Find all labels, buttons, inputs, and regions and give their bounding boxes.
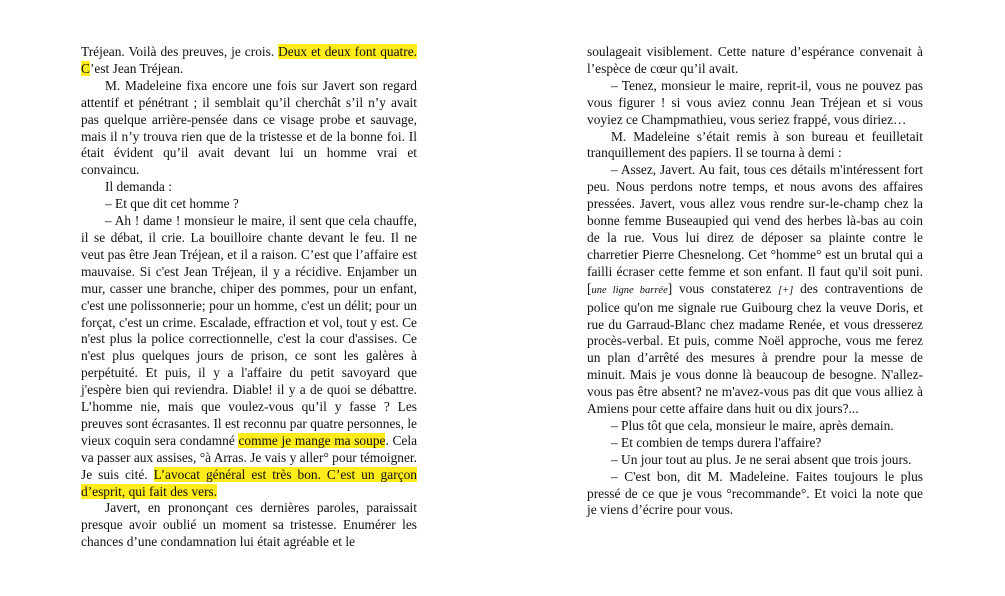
paragraph	[81, 196, 417, 213]
text-segment: Il demanda :	[105, 179, 172, 195]
paragraph	[587, 469, 923, 520]
text-segment: ] vous constaterez	[667, 280, 779, 296]
text-segment: soulageait visiblement. Cette nature d’espérance convenait à l’espèce de cœur qu’il avait.	[587, 44, 923, 76]
paragraph	[81, 78, 417, 179]
text-segment: . Cela va passer aux assises, °à Arras. Je vais y aller° pour témoigner. Je suis cité.	[81, 432, 418, 482]
text-segment: M. Madeleine fixa encore une fois sur Javert son regard attentif et pénétrant ; il semblait qu’il cherchât s’il n’y avait pas quelque arrière-pensée dans ce visage probe et sauvage, mais il n’y trouva rien que de la tristesse et de la bonne foi. Il était évident qu’il avait devant lui un homme vrai et convaincu.	[81, 77, 417, 178]
paragraph	[81, 500, 417, 551]
paragraph	[587, 418, 923, 435]
highlighted-text[interactable]: L’avocat général est très bon. C’est un garçon d’esprit, qui fait des vers.	[81, 466, 417, 499]
text-segment: Tréjean. Voilà des preuves, je crois.	[81, 44, 279, 59]
text-segment: ’est Jean Tréjean.	[89, 60, 184, 76]
text-segment: – Un jour tout au plus. Je ne serai absent que trois jours.	[611, 451, 912, 467]
text-segment: M. Madeleine s’était remis à son bureau et feuilletait tranquillement des papiers. Il se tourna à demi :	[587, 128, 923, 161]
text-segment: – Et que dit cet homme ?	[105, 196, 239, 212]
text-segment: des contraventions de police qu'on me signale rue Guibourg chez la veuve Doris, et rue du Garraud-Blanc chez madame Renée, et vous dresserez procès-verbal. Et puis, comme Noël approche, vous me ferez un plan d’arrêté des mesures à prendre pour la messe de minuit. Mais je vous donne là beaucoup de besogne. N'allez-vous pas être absent? ne m'avez-vous pas dit que vous alliez à Amiens pour cette affaire dans huit ou dix jours?...	[587, 280, 923, 417]
text-segment: – Assez, Javert. Au fait, tous ces détails m'intéressent fort peu. Nous perdons notre temps, et nous avons des affaires pressées. Javert, vous allez vous rendre sur-le-champ chez la bonne femme Buseaupied qui vend des herbes là-bas au coin de la rue. Vous lui direz de déposer sa plainte contre le charretier Pierre Chesnelong. Cet °homme° est un brutal qui a failli écraser cette femme et son enfant. Il faut qu'il soit puni. [	[587, 162, 923, 296]
paragraph	[587, 452, 923, 469]
left-page	[81, 44, 417, 551]
highlighted-text[interactable]: Deux et deux font quatre. C	[81, 44, 417, 76]
text-segment: – Et combien de temps durera l'affaire?	[611, 434, 822, 450]
text-segment: Javert, en prononçant ces dernières paroles, paraissait presque avoir oublié un moment sa tristesse. Enumérer les chances d’une condamnation lui était agréable et le	[81, 500, 417, 550]
right-page	[587, 44, 923, 519]
editorial-note: une ligne barrée	[591, 284, 668, 296]
paragraph	[81, 213, 417, 500]
paragraph	[587, 162, 923, 418]
paragraph	[587, 78, 923, 129]
paragraph	[81, 179, 417, 196]
paragraph	[587, 44, 923, 78]
text-segment: – Tenez, monsieur le maire, reprit-il, vous ne pouvez pas vous figurer ! si vous aviez connu Jean Tréjean et si vous voyiez ce Champmathieu, vous seriez frappé, vous diriez…	[587, 77, 923, 127]
editorial-note: [+]	[778, 284, 794, 296]
paragraph	[81, 44, 417, 78]
highlighted-text[interactable]: comme je mange ma soupe	[238, 432, 386, 448]
paragraph	[587, 129, 923, 163]
text-segment: – Ah ! dame ! monsieur le maire, il sent que cela chauffe, il se débat, il crie. La bouilloire chante devant le feu. Il ne veut pas être Jean Tréjean, et il a raison. C’est que l’affaire est mauvaise. Si c'est Jean Tréjean, il y a récidive. Enjamber un mur, casser une branche, chiper des pommes, pour un enfant, c'est une polissonnerie; pour un homme, c'est un délit; pour un forçat, c'est un crime. Escalade, effraction et vol, tout y est. Ce n'est plus la police correctionnelle, c'est la cour d'assises. Ce n'est plus quelques jours de prison, ce sont les galères à perpétuité. Et puis, il y a l'affaire du petit savoyard que j'espère bien qui reviendra. Diable! il y a de quoi se débattre. L’homme nie, mais que voulez-vous qu’il y fasse ? Les preuves sont écrasantes. Il est reconnu par quatre personnes, le vieux coquin sera condamné	[81, 213, 417, 448]
text-segment: – C'est bon, dit M. Madeleine. Faites toujours le plus pressé de ce que je vous °recommande°. Et voici la note que je viens d’écrire pour vous.	[587, 468, 923, 518]
text-segment: – Plus tôt que cela, monsieur le maire, après demain.	[611, 417, 894, 433]
paragraph	[587, 435, 923, 452]
